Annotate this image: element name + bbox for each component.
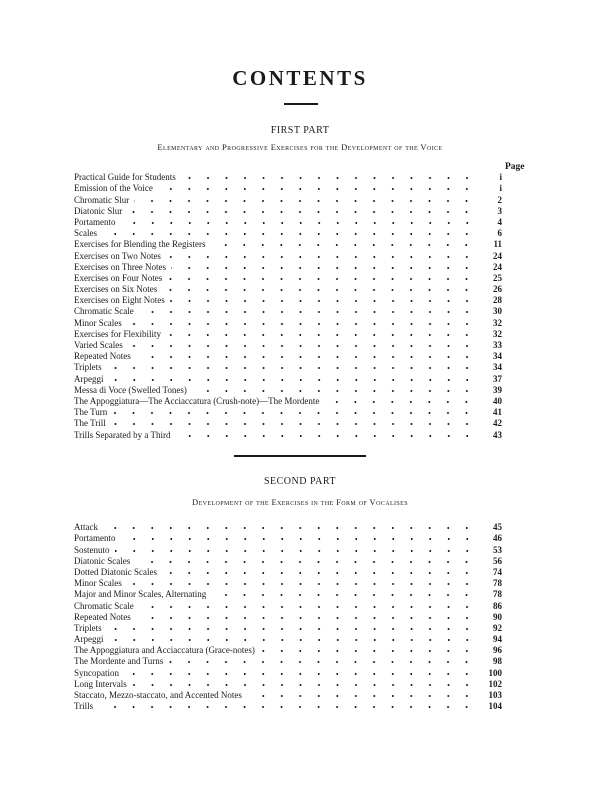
toc-entry-page: 96 (493, 645, 502, 656)
dot-leader (181, 174, 476, 182)
toc-entry-title: Minor Scales (74, 317, 122, 328)
toc-entry-page: 45 (493, 522, 502, 533)
dot-leader (102, 230, 476, 238)
toc-entry-page: 102 (488, 678, 502, 689)
toc-entry-title: The Mordente and Turns (74, 656, 164, 667)
toc-entry-title: The Appoggiatura and Acciaccatura (Grace-notes) (74, 645, 255, 656)
toc-entry (74, 623, 502, 634)
toc-entry-title: Staccato, Mezzo-staccato, and Accented Notes (74, 690, 242, 700)
toc-entry-title: Diatonic Slur (74, 205, 123, 216)
toc-entry (74, 656, 502, 667)
dot-leader (109, 376, 477, 384)
toc-entry-title: Exercises on Six Notes (74, 284, 158, 295)
dot-leader (127, 580, 476, 588)
toc-entry-title: The Appoggiatura—The Acciaccatura (Crush-note)—The Mordente (74, 395, 320, 406)
toc-entry-page: 2 (497, 194, 502, 205)
toc-entry-page: 78 (493, 589, 502, 600)
dot-leader (166, 253, 476, 261)
dot-leader (260, 647, 476, 655)
toc-entry (74, 667, 502, 678)
toc-entry-page: 40 (493, 395, 502, 406)
toc-entry (74, 273, 502, 284)
toc-entry-page: 6 (497, 228, 502, 239)
toc-entry (74, 373, 502, 384)
toc-entry-title: Repeated Notes (74, 611, 131, 622)
toc-entry (74, 217, 502, 228)
toc-entry (74, 295, 502, 306)
dot-leader (107, 364, 476, 372)
toc-entry-page: 24 (493, 250, 502, 261)
dot-leader (167, 275, 476, 283)
toc-entry-page: 90 (493, 611, 502, 622)
dot-leader (115, 547, 476, 555)
dot-leader (107, 625, 476, 633)
dot-leader (158, 185, 476, 193)
toc-entry (74, 362, 502, 373)
toc-entry-page: 32 (493, 328, 502, 339)
toc-entry (74, 407, 502, 418)
toc-entry-page: 34 (493, 351, 502, 362)
toc-entry-title: Major and Minor Scales, Alternating (74, 589, 207, 600)
toc-entry (74, 183, 502, 194)
toc-entry-page: 30 (493, 306, 502, 317)
dot-leader (171, 264, 476, 272)
toc-entry-title: Arpeggi (74, 373, 104, 384)
toc-entry (74, 533, 502, 544)
toc-entry-page: i (499, 172, 502, 183)
toc-entry (74, 385, 502, 396)
toc-entry (74, 556, 502, 567)
toc-entry (74, 645, 502, 656)
dot-leader (98, 703, 476, 711)
dot-leader (324, 398, 476, 406)
toc-entry-page: 46 (493, 533, 502, 544)
toc-entry-title: Varied Scales (74, 340, 123, 350)
dot-leader (247, 692, 476, 700)
toc-entry-title: Repeated Notes (74, 351, 131, 362)
toc-entry (74, 418, 502, 429)
toc-entry-page: 86 (493, 600, 502, 611)
toc-entry-title: Diatonic Scales (74, 555, 131, 566)
toc-entry-page: 39 (493, 384, 502, 395)
toc-entry-title: The Turn (74, 407, 108, 418)
toc-entry-title: Chromatic Scale (74, 600, 134, 611)
toc-entry (74, 172, 502, 183)
toc-entry-title: Long Intervals (74, 678, 127, 689)
toc-entry (74, 634, 502, 645)
dot-leader (168, 658, 476, 666)
toc-entry-title: Exercises on Two Notes (74, 250, 161, 261)
toc-entry-title: Syncopation (74, 667, 119, 678)
toc-entry-page: 53 (493, 544, 502, 555)
toc-entry (74, 194, 502, 205)
dot-leader (211, 591, 476, 599)
toc-entry (74, 262, 502, 273)
toc-entry-page: 34 (493, 362, 502, 373)
toc-entry (74, 679, 502, 690)
toc-entry-page: 11 (493, 239, 502, 250)
dot-leader (139, 308, 476, 316)
toc-entry-page: 26 (493, 284, 502, 295)
toc-entry-title: Portamento (74, 533, 116, 544)
toc-entry-title: Practical Guide for Students (74, 172, 176, 183)
toc-entry (74, 340, 502, 351)
toc-entry-title: Exercises for Flexibility (74, 328, 161, 339)
toc-entry-title: Trills (74, 701, 94, 712)
toc-entry (74, 522, 502, 533)
toc-entry-page: i (499, 183, 502, 194)
toc-entry-title: Minor Scales (74, 578, 122, 589)
dot-leader (134, 197, 476, 205)
toc-entry (74, 396, 502, 407)
toc-entry (74, 329, 502, 340)
toc-entry-page: 32 (493, 317, 502, 328)
toc-entry-title: Triplets (74, 362, 102, 373)
toc-entry-page: 104 (488, 701, 502, 712)
title-rule (284, 103, 318, 105)
toc-entry-page: 100 (488, 667, 502, 678)
dot-leader (176, 432, 477, 440)
dot-leader (127, 320, 476, 328)
toc-entry (74, 206, 502, 217)
toc-entry-page: 42 (493, 418, 502, 429)
toc-entry-title: Attack (74, 522, 98, 533)
toc-entry-page: 33 (493, 340, 502, 350)
toc-entry-title: Sostenuto (74, 544, 110, 555)
dot-leader (128, 342, 476, 350)
toc-entry-page: 3 (497, 205, 502, 216)
second-part-heading: SECOND PART (263, 476, 337, 487)
dot-leader (136, 614, 476, 622)
toc-entry-page: 41 (493, 407, 502, 418)
toc-entry-title: Messa di Voce (Swelled Tones) (74, 384, 187, 395)
toc-entry (74, 567, 502, 578)
dot-leader (162, 569, 476, 577)
toc-entry-title: Exercises on Three Notes (74, 261, 167, 272)
toc-entry (74, 429, 502, 440)
dot-leader (170, 297, 476, 305)
first-part-toc (74, 172, 502, 441)
toc-entry (74, 701, 502, 712)
dot-leader (139, 603, 476, 611)
toc-entry-title: The Trill (74, 418, 106, 429)
toc-entry-page: 103 (488, 690, 502, 700)
toc-entry-page: 74 (493, 566, 502, 577)
toc-entry-page: 25 (493, 272, 502, 283)
toc-entry-title: Arpeggi (74, 634, 104, 645)
toc-entry (74, 317, 502, 328)
toc-entry-title: Exercises on Four Notes (74, 272, 163, 283)
toc-entry (74, 690, 502, 701)
dot-leader (121, 219, 477, 227)
dot-leader (103, 524, 476, 532)
toc-entry-title: Portamento (74, 216, 116, 227)
toc-entry-title: Scales (74, 228, 97, 239)
toc-entry-title: Exercises for Blending the Registers (74, 239, 206, 250)
toc-entry (74, 578, 502, 589)
toc-entry-page: 4 (497, 216, 502, 227)
dot-leader (162, 286, 476, 294)
toc-entry-title: Triplets (74, 622, 102, 633)
toc-entry-title: Chromatic Slur (74, 194, 130, 205)
dot-leader (112, 409, 476, 417)
toc-entry-page: 28 (493, 295, 502, 306)
first-part-heading: FIRST PART (270, 125, 330, 136)
toc-entry-page: 78 (493, 578, 502, 589)
section-separator-rule (234, 455, 366, 457)
toc-entry-page: 98 (493, 656, 502, 667)
toc-entry (74, 612, 502, 623)
toc-entry (74, 589, 502, 600)
dot-leader (111, 420, 476, 428)
toc-entry (74, 544, 502, 555)
dot-leader (192, 387, 476, 395)
toc-entry-page: 94 (493, 634, 502, 645)
dot-leader (127, 208, 476, 216)
toc-entry (74, 351, 502, 362)
toc-entry-page: 37 (493, 373, 502, 384)
toc-entry-title: Exercises on Eight Notes (74, 295, 165, 306)
dot-leader (121, 535, 477, 543)
second-part-subheading: Development of the Exercises in the Form of Vocalises (192, 497, 408, 507)
toc-entry-page: 43 (493, 429, 502, 440)
dot-leader (135, 558, 476, 566)
dot-leader (166, 331, 476, 339)
second-part-toc (74, 522, 502, 712)
dot-leader (136, 353, 476, 361)
dot-leader (124, 670, 476, 678)
toc-entry-page: 92 (493, 622, 502, 633)
dot-leader (109, 636, 477, 644)
toc-entry-title: Trills Separated by a Third (74, 429, 171, 440)
dot-leader (210, 241, 476, 249)
toc-entry-page: 56 (493, 555, 502, 566)
toc-entry (74, 306, 502, 317)
toc-entry-title: Dotted Diatonic Scales (74, 566, 157, 577)
page-column-label: Page (505, 162, 525, 172)
toc-entry (74, 600, 502, 611)
toc-entry-title: Emission of the Voice (74, 183, 153, 194)
page-title: CONTENTS (232, 66, 368, 90)
toc-entry (74, 239, 502, 250)
toc-entry-page: 24 (493, 261, 502, 272)
toc-entry (74, 228, 502, 239)
toc-entry (74, 284, 502, 295)
toc-entry-title: Chromatic Scale (74, 306, 134, 317)
first-part-subheading: Elementary and Progressive Exercises for the Development of the Voice (157, 142, 443, 152)
dot-leader (132, 681, 476, 689)
toc-entry (74, 250, 502, 261)
